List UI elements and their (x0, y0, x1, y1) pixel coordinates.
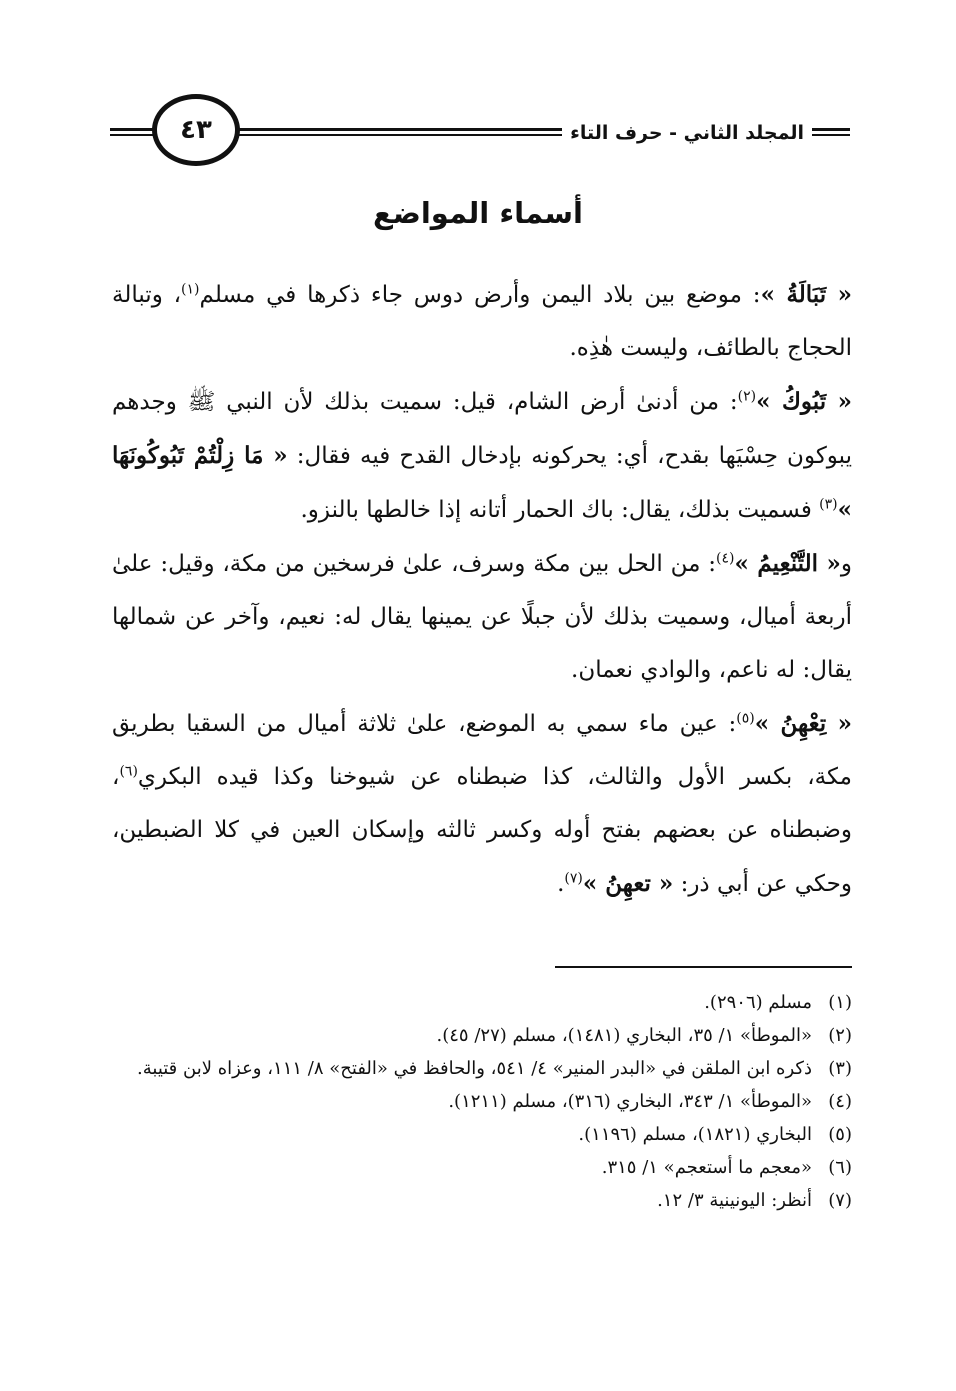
entry-head: « تِعْهِنُ » (754, 710, 852, 737)
entry-end: . (557, 871, 565, 897)
footnote (112, 1052, 852, 1085)
footnote-text: ذكره ابن الملقن في «البدر المنير» ٤/ ٥٤١، والحافظ في «الفتح» ٨/ ١١١، وعزاه لابن قتيبة. (137, 1058, 812, 1079)
entry-tabala (112, 268, 852, 375)
footnote (112, 1118, 852, 1151)
entry-text: ، وتبالة الحجاج بالطائف، وليست هٰذِه. (112, 282, 852, 361)
entry-head: « تَبَالَةُ » (760, 281, 853, 308)
running-title: المجلد الثاني - حرف التاء (562, 122, 812, 144)
footnote-ref: (٥) (736, 710, 755, 727)
footnote (112, 1085, 852, 1118)
footnote-ref: (٣) (819, 496, 838, 513)
footnote-text: «الموطأ» ١/ ٣٤٣، البخاري (٣١٦)، مسلم (١٢١١). (448, 1091, 812, 1112)
footnote-text: البخاري (١٨٢١)، مسلم (١١٩٦). (578, 1124, 812, 1145)
footnote-number: (٥) (828, 1124, 852, 1145)
page-header (110, 92, 850, 172)
body-text (112, 268, 852, 911)
hadith-quote: « مَا زِلْتُمْ تَبُوكُونَهَا » (112, 442, 852, 523)
footnote-text: «معجم ما أستعجم» ١/ ٣١٥. (601, 1157, 812, 1178)
footnote-number: (٣) (828, 1058, 852, 1079)
footnote-ref: (٢) (737, 388, 757, 405)
entry-text: : عين ماء سمي به الموضع، علىٰ ثلاثة أميال من السقيا بطريق مكة، بكسر الأول والثالث، كذا ضبطناه عن شيوخنا وكذا قيده البكري (112, 711, 852, 790)
entry-tanim (112, 537, 852, 697)
footnote-number: (١) (828, 992, 852, 1013)
footnote-ref: (٧) (564, 870, 583, 887)
footnote-text: أنظر: اليونينية ٣/ ١٢. (657, 1190, 812, 1211)
entry-head: « تَبُوكُ » (756, 388, 852, 415)
entry-text: ، وضبطناه عن بعضهم بفتح أوله وكسر ثالثه وإسكان العين في كلا الضبطين، وحكي عن أبي ذر: (112, 764, 852, 897)
quoted-form: « تعهِنُ » (582, 870, 674, 897)
section-title: أسماء المواضع (373, 196, 583, 230)
footnote-ref: (١) (181, 281, 200, 298)
footnote-ref: (٦) (119, 763, 138, 780)
entry-text: فسميت بذلك، يقال: باك الحمار أتانه إذا خالطها بالنزو. (300, 497, 812, 523)
entry-prefix: و (840, 551, 853, 577)
footnote-number: (٤) (828, 1091, 852, 1112)
footnote-text: «الموطأ» ١/ ٣٥، البخاري (١٤٨١)، مسلم (٢٧/ ٤٥). (436, 1025, 812, 1046)
entry-head: « التَّنْعِيمُ » (734, 550, 841, 577)
entry-text: : موضع بين بلاد اليمن وأرض دوس جاء ذكرها في مسلم (199, 282, 761, 308)
entry-text: : من أدنىٰ أرض الشام، قيل: سميت بذلك لأن النبي ﷺ وجدهم يبوكون حِسْيَها بقدح، أي: يحركونه بإدخال القدح فيه فقال: (112, 389, 852, 469)
footnote-separator (555, 966, 852, 968)
page-number: ٤٣ (152, 94, 240, 166)
entry-tabuk (112, 375, 852, 537)
entry-tihin (112, 697, 852, 911)
footnote (112, 986, 852, 1019)
footnote (112, 1019, 852, 1052)
footnote-ref: (٤) (716, 550, 735, 567)
footnote (112, 1184, 852, 1217)
footnote-number: (٧) (828, 1190, 852, 1211)
footnote-text: مسلم (٢٩٠٦). (704, 992, 812, 1013)
entry-text: : من الحل بين مكة وسرف، علىٰ فرسخين من مكة، وقيل: علىٰ أربعة أميال، وسميت بذلك لأن جبلًا عن يمينها يقال له: نعيم، وآخر عن شمالها يقال: له ناعم، والوادي نعمان. (112, 551, 852, 683)
footnotes (112, 986, 852, 1217)
footnote (112, 1151, 852, 1184)
footnote-number: (٦) (828, 1157, 852, 1178)
footnote-number: (٢) (828, 1025, 852, 1046)
